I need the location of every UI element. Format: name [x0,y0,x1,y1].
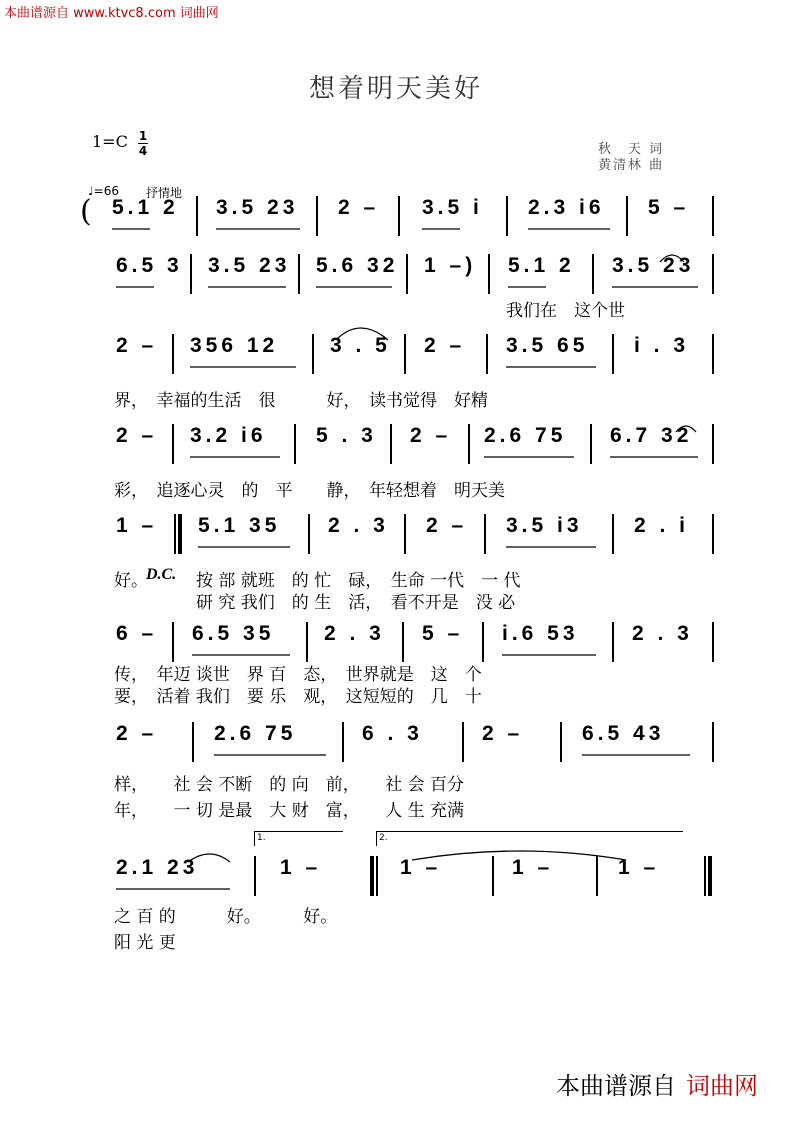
lyrics-row-7-verse-1: 样， 社 会 不断 的 向 前， 社 会 百分 [114,775,465,795]
time-signature [138,130,148,157]
measure: 5 . 3 [316,424,377,447]
measure: 1 – [618,856,660,879]
measure: 2 . 3 [632,622,693,645]
measure: 3.5 65 [506,334,589,357]
staff-row-4 [0,424,792,464]
time-bottom: 4 [138,144,148,158]
staff-row-6 [0,622,792,662]
measure: 3 . 5 [330,334,391,357]
expression-mark: 抒情地 [146,186,183,200]
measure: 2 – [338,196,380,219]
measure: 3.2 i6 [190,424,267,447]
intro-open-paren: ( [80,194,92,229]
staff-row-3 [0,334,792,374]
measure: 2 – [482,722,524,745]
footer-left-text: 本曲谱源自 [556,1072,676,1100]
measure: i.6 53 [502,622,579,645]
measure: 2 – [426,514,468,537]
site-footer [556,1066,758,1101]
measure: 5.1 2 [508,254,575,277]
dc-mark: D.C. [146,566,177,583]
lyricist-credit: 秋 天 词 [598,142,665,157]
measure: 2 . i [634,514,690,537]
measure: 2.6 75 [484,424,567,447]
measure: 2 – [116,424,158,447]
measure: 1 – [116,514,158,537]
composer-credit: 黄清林 曲 [598,158,665,173]
measure: 2 – [116,722,158,745]
measure: 3.5 i3 [506,514,583,537]
measure: 5.1 2 [112,196,179,219]
measure: 2 – [410,424,452,447]
lyrics-row-3: 界， 幸福的生活 很 好， 读书觉得 好精 [114,391,488,411]
measure: 3.5 23 [216,196,299,219]
measure: 6 – [116,622,158,645]
measure: 6.5 43 [582,722,665,745]
measure: 6 . 3 [362,722,423,745]
staff-row-1 [0,196,792,236]
measure: 6.5 3 [116,254,183,277]
measure: 2.6 75 [214,722,297,745]
measure: 5 – [422,622,464,645]
measure: 6.5 35 [192,622,275,645]
key-signature: 1=C [92,132,128,151]
footer-brand-link[interactable]: 词曲网 [686,1072,758,1100]
measure: 3.5 23 [612,254,695,277]
volta-1: 1. [254,831,343,846]
lyrics-row-4: 彩， 追逐心灵 的 平 静， 年轻想着 明天美 [114,481,505,501]
tempo-mark: ♩=66 [88,184,119,198]
staff-row-5 [0,514,792,554]
lyrics-row-2: 我们在 这个世 [506,301,625,321]
lyrics-row-8-verse-2: 阳 光 更 [114,933,176,953]
lyrics-row-5: 好。 [114,571,148,591]
measure: 1 – [512,856,554,879]
measure: 2.3 i6 [528,196,605,219]
measure: 5 – [648,196,690,219]
measure: 2 – [116,334,158,357]
measure: 6.7 32 [610,424,693,447]
measure: i . 3 [634,334,690,357]
measure: 5.6 32 [316,254,399,277]
site-header: 本曲谱源自 www.ktvc8.com 词曲网 [4,6,219,21]
lyrics-row-7-verse-2: 年， 一 切 是最 大 财 富， 人 生 充满 [114,801,465,821]
measure: 3.5 i [422,196,483,219]
lyrics-row-8-verse-1: 之 百 的 好。 好。 [114,907,338,927]
measure: 3.5 23 [208,254,291,277]
measure: 2.1 23 [116,856,199,879]
measure: 2 . 3 [324,622,385,645]
song-title: 想着明天美好 [308,74,483,104]
staff-row-2 [0,254,792,294]
measure: 2 – [424,334,466,357]
measure: 2 . 3 [328,514,389,537]
measure: 1 – [280,856,322,879]
lyrics-row-6-verse-1: 传， 年迈 谈世 界 百 态， 世界就是 这 个 [114,665,482,685]
volta-2: 2. [376,831,683,846]
lyrics-row-5-verse-1: 按 部 就班 的 忙 碌， 生命 一代 一 代 [196,571,521,591]
measure: 1 – [400,856,442,879]
measure: 5.1 35 [198,514,281,537]
staff-row-7 [0,722,792,762]
staff-row-8 [0,856,792,896]
measure: 1 –) [424,254,477,277]
measure: 356 12 [190,334,279,357]
time-top: 1 [138,129,148,143]
lyrics-row-5-verse-2: 研 究 我们 的 生 活， 看不开是 没 必 [196,593,516,613]
lyrics-row-6-verse-2: 要， 活着 我们 要 乐 观， 这短短的 几 十 [114,687,482,707]
